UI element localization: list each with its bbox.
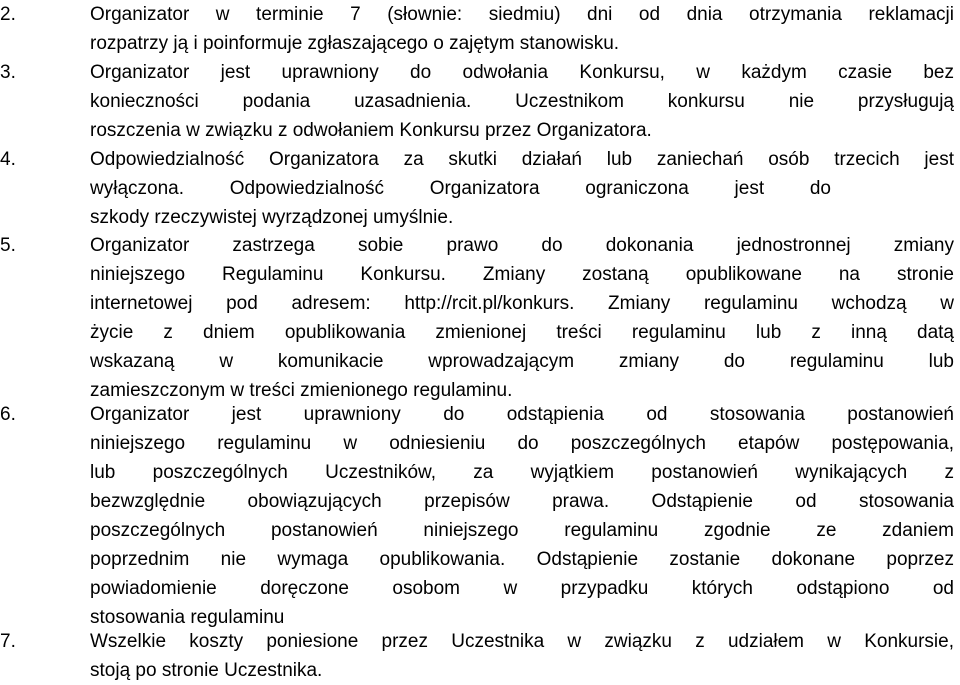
paragraph-line: niniejszego Regulaminu Konkursu. Zmiany zostaną opublikowane na stronie	[90, 264, 954, 285]
paragraph-line: wyłączona. Odpowiedzialność Organizatora ograniczona jest do	[90, 178, 831, 199]
paragraph-line: życie z dniem opublikowania zmienionej treści regulaminu lub z inną datą	[90, 322, 954, 343]
paragraph-line: Wszelkie koszty poniesione przez Uczestnika w związku z udziałem w Konkursie,	[90, 631, 954, 652]
paragraph-line: niniejszego regulaminu w odniesieniu do poszczególnych etapów postępowania,	[90, 433, 954, 454]
paragraph-line: Organizator w terminie 7 (słownie: siedmiu) dni od dnia otrzymania reklamacji	[90, 4, 954, 25]
paragraph-line: Organizator jest uprawniony do odwołania Konkursu, w każdym czasie bez	[90, 62, 954, 83]
paragraph-line: bezwzględnie obowiązujących przepisów prawa. Odstąpienie od stosowania	[90, 491, 954, 512]
item-number: 2.	[0, 4, 16, 25]
paragraph-line: konieczności podania uzasadnienia. Uczestnikom konkursu nie przysługują	[90, 91, 954, 112]
paragraph-line: Organizator jest uprawniony do odstąpienia od stosowania postanowień	[90, 404, 954, 425]
paragraph-line: Organizator zastrzega sobie prawo do dokonania jednostronnej zmiany	[90, 235, 954, 256]
item-number: 4.	[0, 149, 16, 170]
paragraph-line: szkody rzeczywistej wyrządzonej umyślnie.	[90, 207, 454, 228]
item-number: 3.	[0, 62, 16, 83]
paragraph-line: poprzednim nie wymaga opublikowania. Odstąpienie zostanie dokonane poprzez	[90, 549, 954, 570]
paragraph-line: roszczenia w związku z odwołaniem Konkursu przez Organizatora.	[90, 120, 652, 141]
paragraph-line: zamieszczonym w treści zmienionego regulaminu.	[90, 380, 513, 401]
paragraph-line: powiadomienie doręczone osobom w przypadku których odstąpiono od	[90, 578, 954, 599]
paragraph-line: poszczególnych postanowień niniejszego regulaminu zgodnie ze zdaniem	[90, 520, 954, 541]
paragraph-line: Odpowiedzialność Organizatora za skutki działań lub zaniechań osób trzecich jest	[90, 149, 954, 170]
paragraph-line: stoją po stronie Uczestnika.	[90, 660, 323, 681]
paragraph-line: wskazaną w komunikacie wprowadzającym zmiany do regulaminu lub	[90, 351, 954, 372]
paragraph-line: stosowania regulaminu	[90, 607, 285, 628]
item-number: 6.	[0, 404, 16, 425]
paragraph-line: rozpatrzy ją i poinformuje zgłaszającego o zajętym stanowisku.	[90, 33, 620, 54]
paragraph-line: lub poszczególnych Uczestników, za wyjątkiem postanowień wynikających z	[90, 462, 954, 483]
paragraph-line: internetowej pod adresem: http://rcit.pl/konkurs. Zmiany regulaminu wchodzą w	[90, 293, 954, 314]
item-number: 7.	[0, 631, 16, 652]
item-number: 5.	[0, 235, 16, 256]
